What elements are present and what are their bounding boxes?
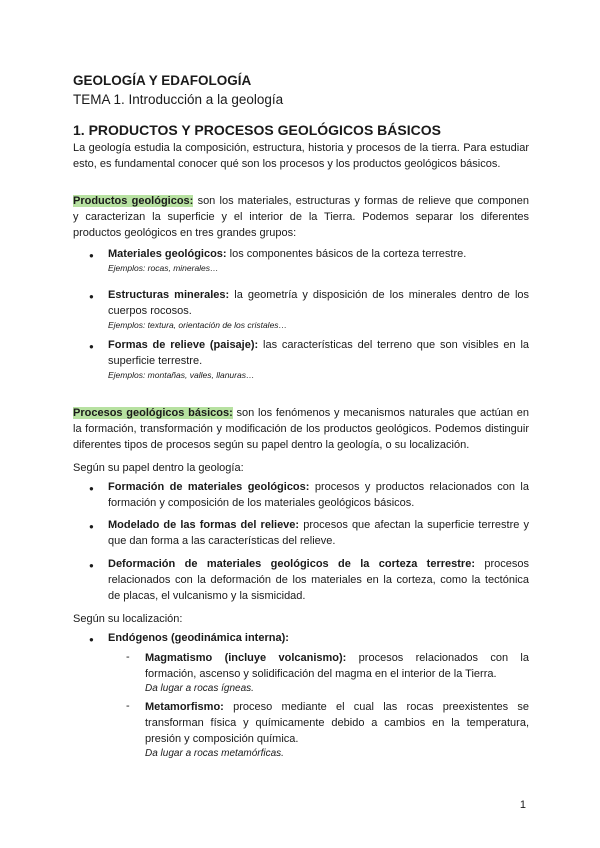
item-text: las características del terreno que son visibles en la <box>263 339 530 351</box>
course-title: GEOLOGÍA Y EDAFOLOGÍA <box>73 73 252 88</box>
item-line-2: formación y composición de los materiales geológicos básicos. <box>108 497 415 509</box>
item-term: Materiales geológicos: <box>108 248 227 260</box>
item-line <box>108 246 529 262</box>
procesos-line-3: diferentes tipos de procesos según su papel dentro la geología, o su localización. <box>73 439 470 451</box>
list-item <box>108 337 529 381</box>
item-text: los componentes básicos de la corteza terrestre. <box>229 248 467 260</box>
item-example: Ejemplos: rocas, minerales… <box>108 263 219 273</box>
productos-term: Productos geológicos: <box>73 195 194 207</box>
topic-title <box>73 92 283 107</box>
intro-line-2: esto, es fundamental conocer qué son los procesos y los productos geológicos básicos. <box>73 158 501 170</box>
item-term: Deformación de materiales geológicos de la corteza terrestre: <box>108 558 475 570</box>
item-example: Ejemplos: montañas, valles, llanuras… <box>108 370 255 380</box>
item-text: procesos que afectan la superficie terrestre y <box>303 519 529 531</box>
list-item <box>108 246 529 274</box>
list-item <box>108 479 529 511</box>
item-line <box>108 287 529 303</box>
sub-item-line-3: presión y composición química. <box>145 733 299 745</box>
item-line-2: relacionados con la deformación de los materiales en la corteza, como la tectónica <box>108 574 529 586</box>
section-heading: 1. PRODUCTOS Y PROCESOS GEOLÓGICOS BÁSICOS <box>73 122 441 138</box>
bullet-icon: ● <box>89 635 94 644</box>
productos-line-2: y caracterizan la superficie y el interior de la Tierra. Podemos separar los diferentes <box>73 211 529 223</box>
bullet-icon: ● <box>89 484 94 493</box>
item-line-2: que dan forma a las características del relieve. <box>108 535 336 547</box>
procesos-line-2: la formación, transformación y modificación de los productos geológicos. Podemos distinguir <box>73 423 529 435</box>
bullet-icon: ● <box>89 292 94 301</box>
item-term: Modelado de las formas del relieve: <box>108 519 300 531</box>
list-item <box>108 287 529 331</box>
item-term: Formas de relieve (paisaje): <box>108 339 259 351</box>
item-term: Formación de materiales geológicos: <box>108 481 310 493</box>
bullet-icon: ● <box>89 522 94 531</box>
by-location-label: Según su localización: <box>73 613 183 625</box>
procesos-paragraph <box>73 405 529 453</box>
item-line <box>108 556 529 572</box>
sub-item-text: proceso mediante el cual las rocas preexistentes se <box>233 701 529 713</box>
intro-line-1: La geología estudia la composición, estructura, historia y procesos de la tierra. Para estudiar <box>73 142 529 154</box>
item-text: procesos <box>484 558 529 570</box>
productos-paragraph <box>73 193 529 241</box>
item-term: Estructuras minerales: <box>108 289 230 301</box>
sub-item-term: Metamorfismo: <box>145 701 224 713</box>
sub-list-item <box>145 650 529 696</box>
item-line-2: cuerpos rocosos. <box>108 305 192 317</box>
endogenos-term: Endógenos (geodinámica interna): <box>108 632 289 644</box>
list-item <box>108 556 529 604</box>
intro-paragraph <box>73 140 529 172</box>
page-number: 1 <box>519 799 526 811</box>
bullet-icon: ● <box>89 561 94 570</box>
dash-marker: - <box>126 700 130 712</box>
procesos-line-1 <box>73 405 529 421</box>
list-item <box>108 517 529 549</box>
sub-item-line-2: transforman física y químicamente debido a cambios en la temperatura, <box>145 717 529 729</box>
dash-marker: - <box>126 651 130 663</box>
productos-line-1 <box>73 193 529 209</box>
topic-title-text: TEMA 1. Introducción a la geología <box>73 92 284 107</box>
productos-line-1-text: son los materiales, estructuras y formas de relieve que componen <box>197 195 529 207</box>
sub-item-line <box>145 699 529 715</box>
sub-item-term: Magmatismo (incluye volcanismo): <box>145 652 347 664</box>
item-text: la geometría y disposición de los minerales dentro de los <box>234 289 530 301</box>
item-line-2: superficie terrestre. <box>108 355 203 367</box>
productos-line-3: productos geológicos en tres grandes grupos: <box>73 227 297 239</box>
by-role-label: Según su papel dentro la geología: <box>73 462 244 474</box>
sub-item-note: Da lugar a rocas ígneas. <box>145 683 254 694</box>
item-line <box>108 517 529 533</box>
item-line <box>108 337 529 353</box>
sub-item-line-2: formación, ascenso y solidificación del magma en el interior de la Tierra. <box>145 668 497 680</box>
sub-item-line <box>145 650 529 666</box>
bullet-icon: ● <box>89 342 94 351</box>
item-text: procesos y productos relacionados con la <box>314 481 529 493</box>
procesos-line-1-text: son los fenómenos y mecanismos naturales que actúan en <box>236 407 529 419</box>
item-line-3: de placas, el vulcanismo y la sismicidad. <box>108 590 306 602</box>
sub-list-item <box>145 699 529 761</box>
item-example: Ejemplos: textura, orientación de los cristales… <box>108 320 288 330</box>
bullet-icon: ● <box>89 251 94 260</box>
item-line <box>108 479 529 495</box>
sub-item-text: procesos relacionados con la <box>358 652 529 664</box>
sub-item-note: Da lugar a rocas metamórficas. <box>145 748 284 759</box>
procesos-term: Procesos geológicos básicos: <box>73 407 233 419</box>
